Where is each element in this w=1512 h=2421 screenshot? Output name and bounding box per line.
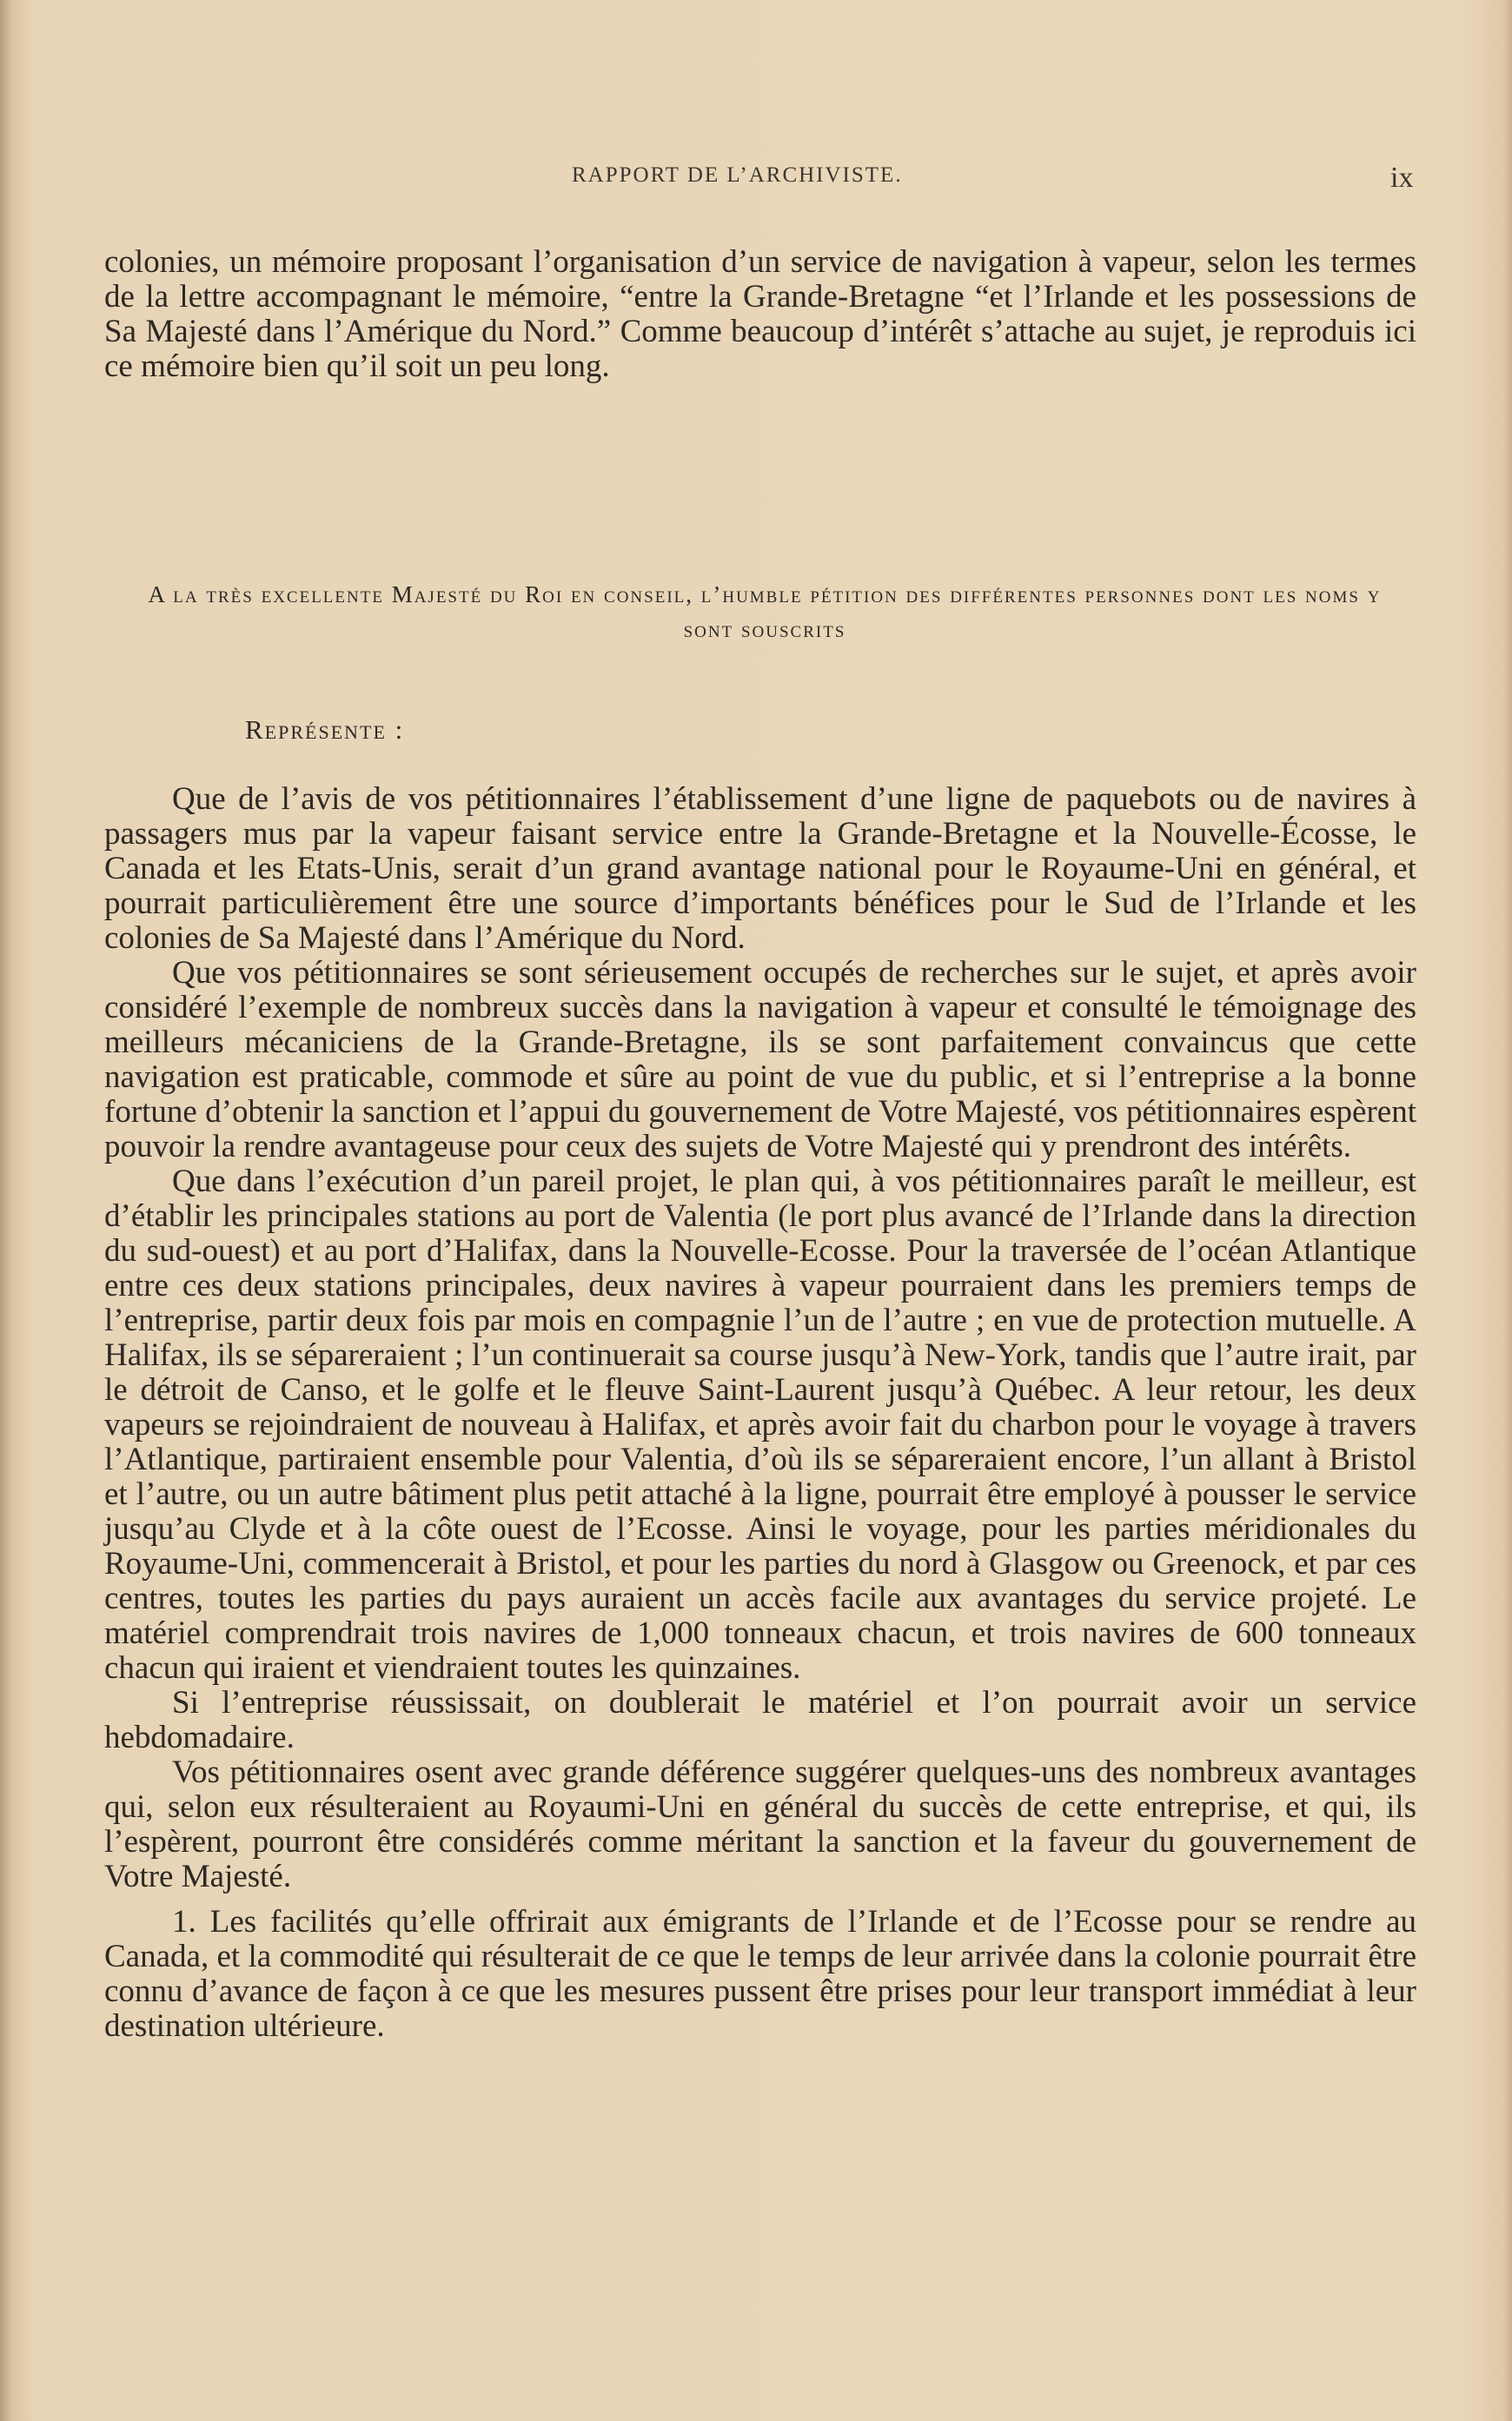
- paragraph: Que de l’avis de vos pétitionnaires l’établissement d’une ligne de paquebots ou de navires à passagers mus par la vapeur faisant service entre la Grande-Bretagne et la Nouvelle-Écosse, le Canada et les Etats-Unis, serait d’un grand avantage national pour le Royaume-Uni en général, et pourrait particulièrement être une source d’importants bénéfices pour le Sud de l’Irlande et les colonies de Sa Majesté dans l’Amérique du Nord.: [104, 781, 1416, 956]
- intro-paragraph: colonies, un mémoire proposant l’organisation d’un service de navigation à vapeur, selon les termes de la lettre accompagnant le mémoire, “entre la Grande-Bretagne “et l’Irlande et les possessions de Sa Majesté dans l’Amérique du Nord.” Comme beaucoup d’intérêt s’attache au sujet, je reproduis ici ce mémoire bien qu’il soit un peu long.: [104, 244, 1416, 384]
- page-number: ix: [1390, 162, 1414, 194]
- paragraph: Vos pétitionnaires osent avec grande déférence suggérer quelques-uns des nombreux avantages qui, selon eux résulteraient au Royaumi-Uni en général du succès de cette entreprise, et qui, ils l’espèrent, pourront être considérés comme méritant la sanction et la faveur du gouvernement de Votre Majesté.: [104, 1754, 1416, 1894]
- intro-block: [104, 245, 1416, 384]
- running-header: [0, 163, 1512, 198]
- represente-label: Représente :: [245, 714, 405, 745]
- numbered-item: 1. Les facilités qu’elle offrirait aux émigrants de l’Irlande et de l’Ecosse pour se rendre au Canada, et la commodité qui résulterait de ce que le temps de leur arrivée dans la colonie pourrait être connu d’avance de façon à ce que les mesures pussent être prises pour leur transport immédiat à leur destination ultérieure.: [104, 1904, 1416, 2044]
- petition-heading: A la très excellente Majesté du Roi en conseil, l’humble pétition des différentes personnes dont les noms y sont souscrits: [148, 581, 1382, 642]
- paragraph: Que vos pétitionnaires se sont sérieusement occupés de recherches sur le sujet, et après avoir considéré l’exemple de nombreux succès dans la navigation à vapeur et consulté le témoignage des meilleurs mécaniciens de la Grande-Bretagne, ils se sont parfaitement convaincus que cette navigation est praticable, commode et sûre au point de vue du public, et si l’entreprise a la bonne fortune d’obtenir la sanction et l’appui du gouvernement de Votre Majesté, vos pétitionnaires espèrent pouvoir la rendre avantageuse pour ceux des sujets de Votre Majesté qui y prendront des intérêts.: [104, 955, 1416, 1164]
- paragraph: Que dans l’exécution d’un pareil projet, le plan qui, à vos pétitionnaires paraît le meilleur, est d’établir les principales stations au port de Valentia (le port plus avancé de l’Irlande dans la direction du sud-ouest) et au port d’Halifax, dans la Nouvelle-Ecosse. Pour la traversée de l’océan Atlantique entre ces deux stations principales, deux navires à vapeur pourraient dans les premiers temps de l’entreprise, partir deux fois par mois en compagnie l’un de l’autre ; en vue de protection mutuelle. A Halifax, ils se sépareraient ; l’un continuerait sa course jusqu’à New-York, tandis que l’autre irait, par le détroit de Canso, et le golfe et le fleuve Saint-Laurent jusqu’à Québec. A leur retour, les deux vapeurs se rejoindraient de nouveau à Halifax, et après avoir fait du charbon pour le voyage à travers l’Atlantique, partiraient ensemble pour Valentia, d’où ils se sépareraient encore, l’un allant à Bristol et l’autre, ou un autre bâtiment plus petit attaché à la ligne, pourrait être employé à pousser le service jusqu’au Clyde et à la côte ouest de l’Ecosse. Ainsi le voyage, pour les parties méridionales du Royaume-Uni, commencerait à Bristol, et pour les parties du nord à Glasgow ou Greenock, et par ces centres, toutes les parties du pays auraient un accès facile aux avantages du service projeté. Le matériel comprendrait trois navires de 1,000 tonneaux chacun, et trois navires de 600 tonneaux chacun qui iraient et viendraient toutes les quinzaines.: [104, 1164, 1416, 1686]
- paragraph: Si l’entreprise réussissait, on doublerait le matériel et l’on pourrait avoir un service hebdomadaire.: [104, 1685, 1416, 1755]
- petition-body: [104, 782, 1416, 2044]
- running-title: RAPPORT DE L’ARCHIVISTE.: [572, 163, 903, 187]
